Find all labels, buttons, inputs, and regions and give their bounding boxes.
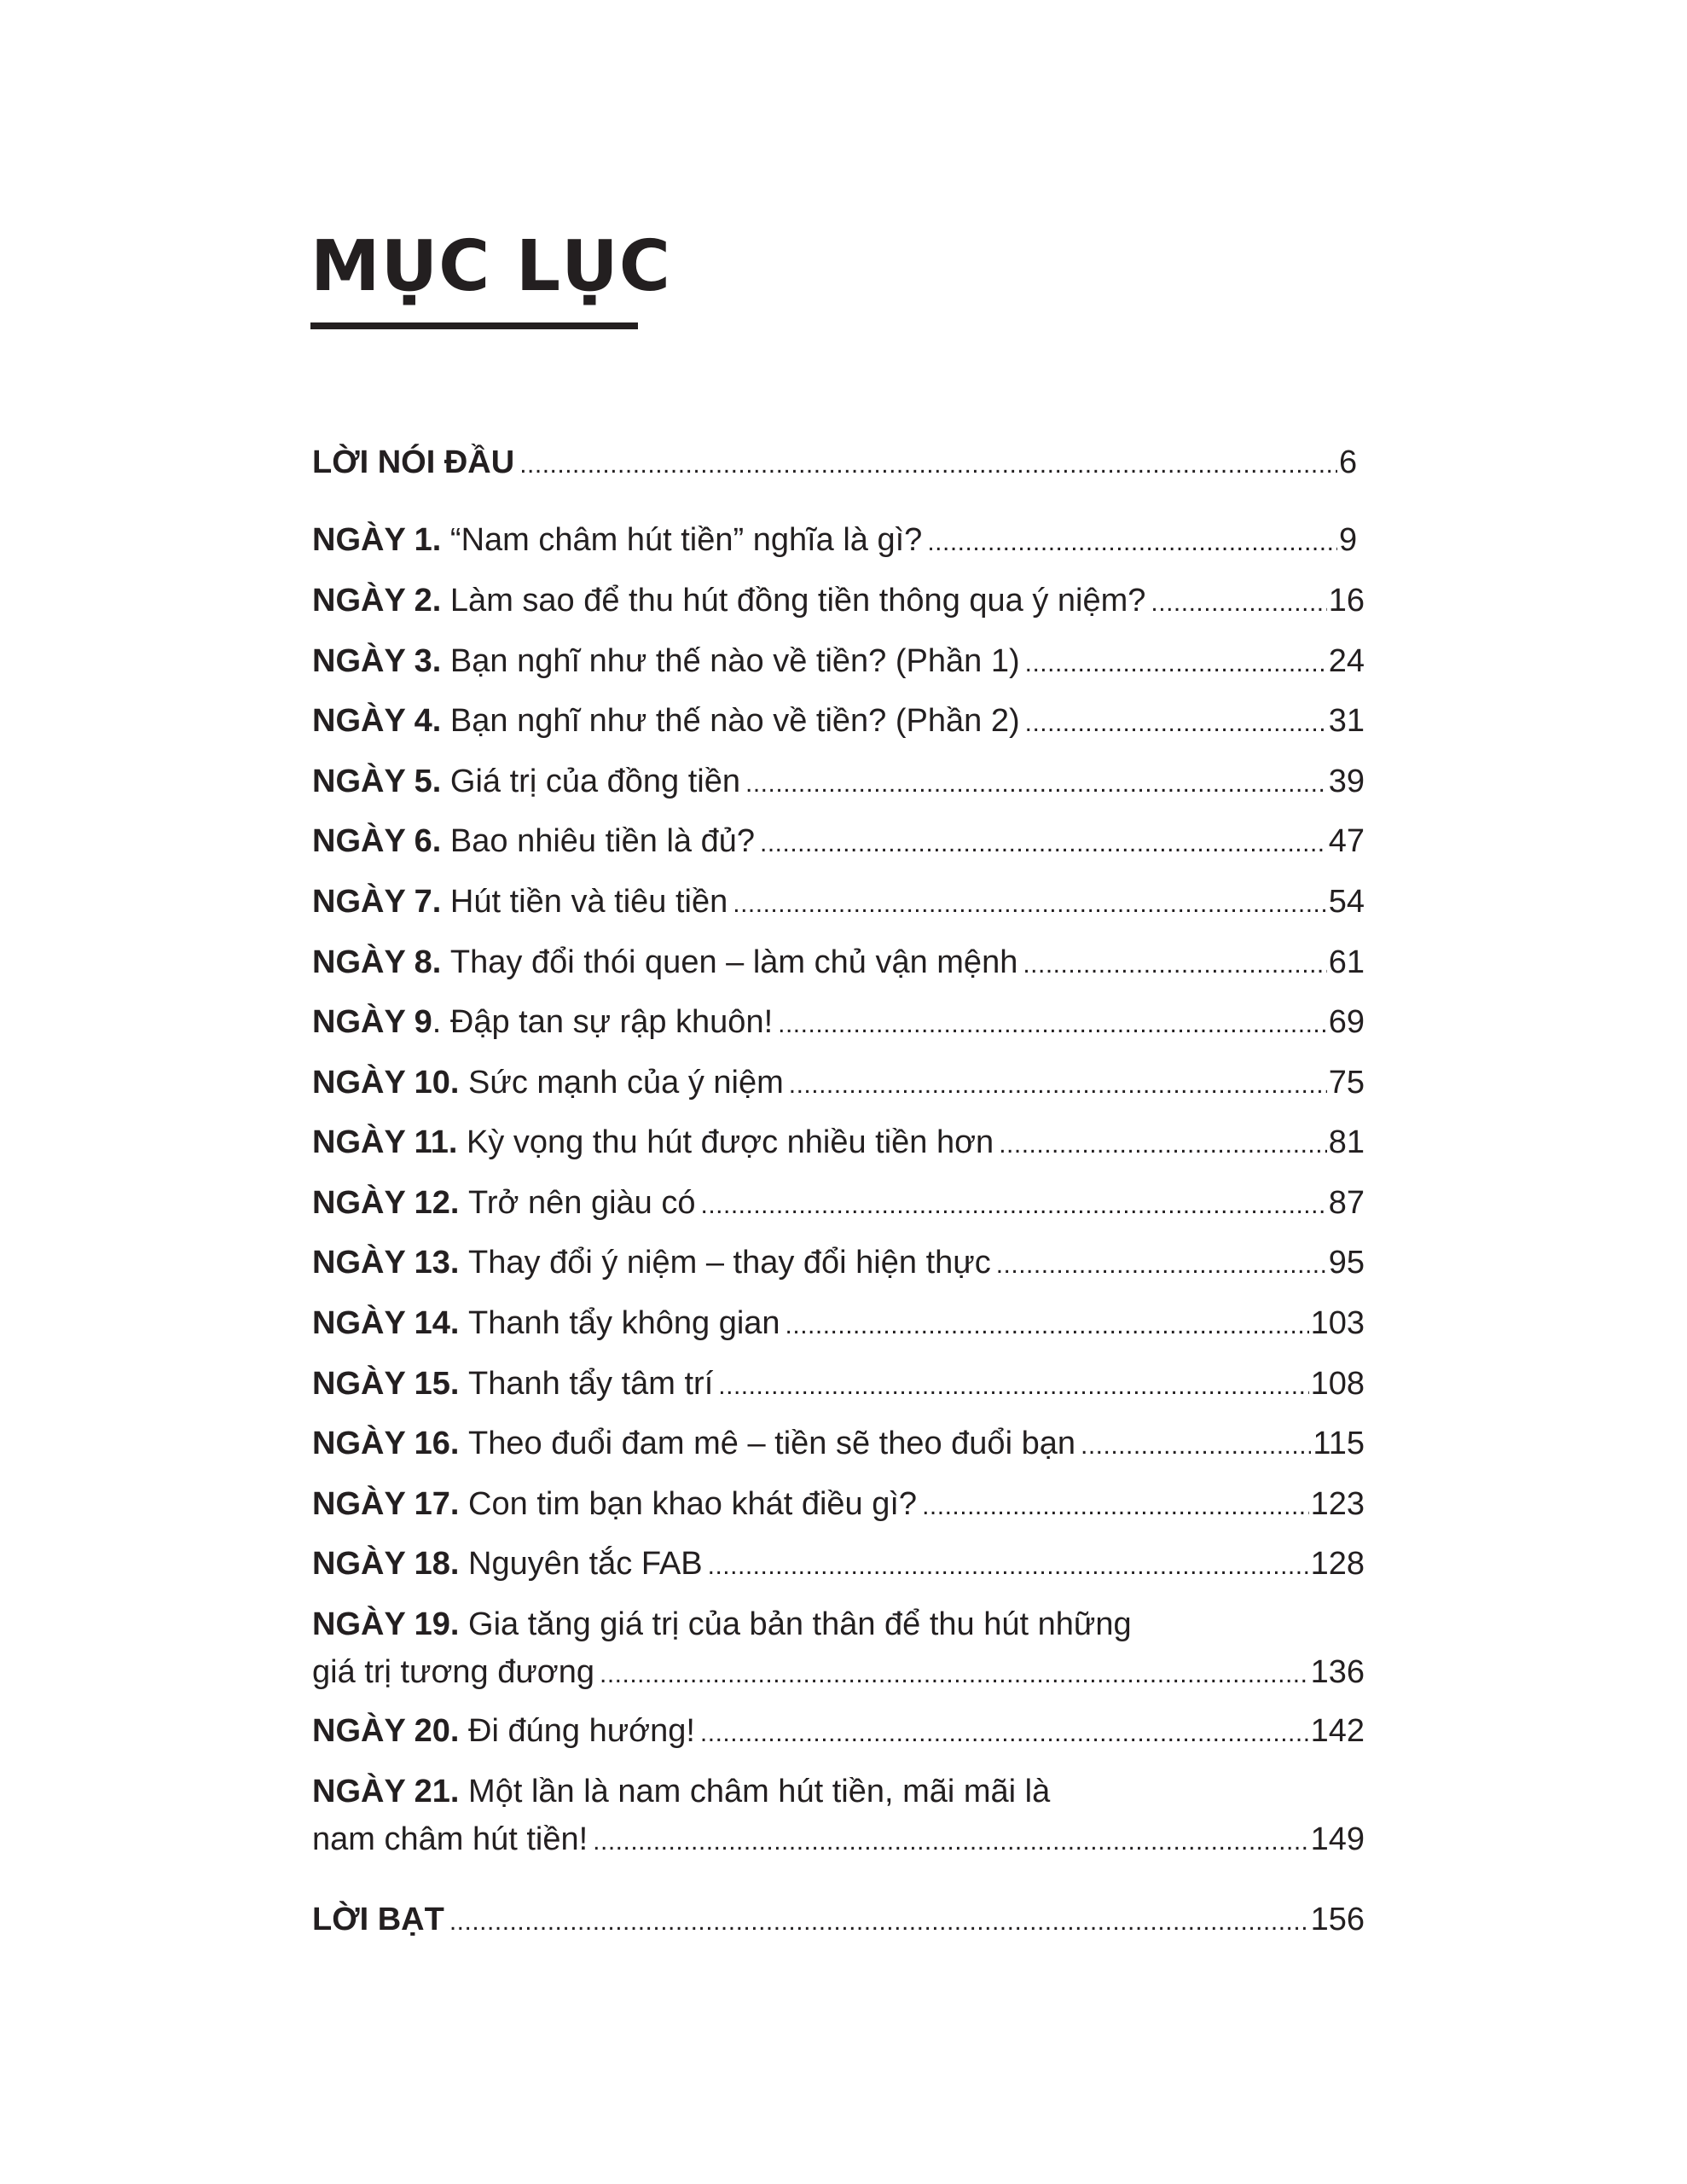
toc-page-number: 47 bbox=[1328, 823, 1365, 859]
toc-entry-title: Giá trị của đồng tiền bbox=[449, 764, 741, 799]
toc-entry-label: NGÀY 17. bbox=[312, 1486, 460, 1522]
toc-page-number: 16 bbox=[1328, 583, 1365, 619]
toc-entry-day-10[interactable] bbox=[312, 1059, 1365, 1109]
toc-entry-label: NGÀY 9 bbox=[312, 1004, 432, 1040]
toc-entry-day-16[interactable] bbox=[312, 1420, 1365, 1470]
dot-leader bbox=[789, 1061, 1327, 1109]
toc-entry-title: Theo đuổi đam mê – tiền sẽ theo đuổi bạn bbox=[468, 1426, 1075, 1461]
toc-entry-day-21[interactable] bbox=[312, 1768, 1365, 1866]
toc-entry-label: NGÀY 14. bbox=[312, 1305, 460, 1341]
toc-entry-label: NGÀY 11. bbox=[312, 1124, 458, 1160]
dot-leader bbox=[593, 1818, 1308, 1866]
toc-entry-day-6[interactable] bbox=[312, 817, 1365, 868]
toc-entry-title: Thanh tẩy không gian bbox=[468, 1305, 780, 1341]
dot-leader bbox=[519, 441, 1337, 489]
toc-page-number: 31 bbox=[1328, 703, 1365, 739]
dot-leader bbox=[786, 1302, 1309, 1350]
dot-leader bbox=[1081, 1422, 1311, 1470]
toc-page-number: 108 bbox=[1310, 1366, 1365, 1402]
toc-entry-label: NGÀY 19. bbox=[312, 1606, 460, 1642]
toc-entry-title: Hút tiền và tiêu tiền bbox=[449, 884, 728, 920]
toc-entry-title: Trở nên giàu có bbox=[468, 1185, 696, 1221]
dot-leader bbox=[999, 1121, 1327, 1169]
toc-entry-label: NGÀY 18. bbox=[312, 1546, 460, 1582]
dot-leader bbox=[718, 1362, 1308, 1410]
toc-entry-label: NGÀY 5. bbox=[312, 764, 442, 799]
toc-entry-label: NGÀY 15. bbox=[312, 1366, 460, 1402]
dot-leader bbox=[927, 519, 1337, 566]
toc-entry-day-12[interactable] bbox=[312, 1179, 1365, 1229]
toc-entry-title: Bạn nghĩ như thế nào về tiền? (Phần 2) bbox=[449, 703, 1020, 739]
toc-entry-day-7[interactable] bbox=[312, 878, 1365, 928]
toc-entry-day-15[interactable] bbox=[312, 1360, 1365, 1410]
toc-entry-day-4[interactable] bbox=[312, 697, 1365, 747]
title-block bbox=[310, 226, 671, 329]
toc-entry-afterword[interactable] bbox=[312, 1896, 1365, 1946]
toc-entry-title: Làm sao để thu hút đồng tiền thông qua ý niệm? bbox=[449, 583, 1146, 619]
toc-entry-title: Thay đổi ý niệm – thay đổi hiện thực bbox=[468, 1245, 991, 1281]
toc-page-number: 156 bbox=[1310, 1902, 1365, 1937]
toc-entry-label: NGÀY 10. bbox=[312, 1065, 460, 1101]
dot-leader bbox=[745, 760, 1327, 808]
toc-entry-day-17[interactable] bbox=[312, 1480, 1365, 1531]
toc-entry-label: NGÀY 16. bbox=[312, 1426, 460, 1461]
toc-page-number: 115 bbox=[1313, 1426, 1365, 1461]
toc-page-number: 61 bbox=[1328, 944, 1365, 980]
dot-leader bbox=[996, 1241, 1327, 1289]
dot-leader bbox=[760, 820, 1327, 868]
toc-entry-title: Thay đổi thói quen – làm chủ vận mệnh bbox=[449, 944, 1018, 980]
toc-entry-label: NGÀY 4. bbox=[312, 703, 442, 739]
toc-entry-title: Con tim bạn khao khát điều gì? bbox=[468, 1486, 918, 1522]
toc-page-number: 39 bbox=[1328, 764, 1365, 799]
dot-leader bbox=[778, 1001, 1327, 1048]
toc-entry-day-1[interactable] bbox=[312, 516, 1365, 566]
toc-entry-day-2[interactable] bbox=[312, 577, 1365, 627]
toc-entry-title: Đi đúng hướng! bbox=[468, 1713, 695, 1749]
toc-page-number: 81 bbox=[1328, 1124, 1365, 1160]
dot-leader bbox=[708, 1542, 1309, 1590]
toc-entry-label: NGÀY 8. bbox=[312, 944, 442, 980]
toc-entry-label: NGÀY 20. bbox=[312, 1713, 460, 1749]
toc-entry-label: NGÀY 2. bbox=[312, 583, 442, 619]
toc-entry-label: NGÀY 21. bbox=[312, 1774, 460, 1809]
toc-entry-title: . Đập tan sự rập khuôn! bbox=[432, 1004, 774, 1040]
toc-entry-label: NGÀY 13. bbox=[312, 1245, 460, 1281]
toc-page-number: 95 bbox=[1328, 1245, 1365, 1281]
toc-entry-title: Gia tăng giá trị của bản thân để thu hút những bbox=[468, 1606, 1132, 1642]
toc-entry-title: Bao nhiêu tiền là đủ? bbox=[449, 823, 755, 859]
toc-entry-label: NGÀY 7. bbox=[312, 884, 442, 920]
toc-page-number: 6 bbox=[1339, 444, 1358, 480]
toc-entry-label: LỜI BẠT bbox=[312, 1902, 444, 1937]
toc-page-number: 9 bbox=[1339, 522, 1358, 558]
toc-entry-day-20[interactable] bbox=[312, 1707, 1365, 1757]
dot-leader bbox=[922, 1483, 1309, 1531]
dot-leader bbox=[733, 880, 1326, 928]
toc-entry-title-continued: giá trị tương đương bbox=[312, 1654, 594, 1690]
toc-entry-title: Bạn nghĩ như thế nào về tiền? (Phần 1) bbox=[449, 643, 1020, 679]
dot-leader bbox=[449, 1898, 1309, 1946]
toc-entry-label: NGÀY 6. bbox=[312, 823, 442, 859]
toc-page-number: 142 bbox=[1310, 1713, 1365, 1749]
toc-entry-title: Nguyên tắc FAB bbox=[468, 1546, 703, 1582]
toc-page-number: 24 bbox=[1328, 643, 1365, 679]
toc-entry-label: NGÀY 12. bbox=[312, 1185, 460, 1221]
toc-page-number: 87 bbox=[1328, 1185, 1365, 1221]
toc-entry-day-9[interactable] bbox=[312, 998, 1365, 1048]
toc-entry-label: NGÀY 1. bbox=[312, 522, 442, 558]
toc-entry-day-11[interactable] bbox=[312, 1118, 1365, 1169]
toc-entry-day-14[interactable] bbox=[312, 1299, 1365, 1350]
dot-leader bbox=[700, 1710, 1309, 1757]
toc-page-number: 136 bbox=[1310, 1654, 1365, 1690]
toc-entry-foreword[interactable] bbox=[312, 439, 1365, 489]
toc-page-number: 69 bbox=[1328, 1004, 1365, 1040]
toc-entry-title: Một lần là nam châm hút tiền, mãi mãi là bbox=[468, 1774, 1051, 1809]
toc-entry-day-3[interactable] bbox=[312, 637, 1365, 688]
toc-entry-title-continued: nam châm hút tiền! bbox=[312, 1821, 588, 1857]
toc-entry-day-19[interactable] bbox=[312, 1600, 1365, 1699]
toc-entry-day-13[interactable] bbox=[312, 1239, 1365, 1289]
toc-page-number: 149 bbox=[1310, 1821, 1365, 1857]
toc-entry-title: Sức mạnh của ý niệm bbox=[468, 1065, 784, 1101]
toc-entry-day-5[interactable] bbox=[312, 758, 1365, 808]
page-title: MỤC LỤC bbox=[310, 226, 671, 307]
toc-entry-title: “Nam châm hút tiền” nghĩa là gì? bbox=[449, 522, 923, 558]
dot-leader bbox=[1151, 579, 1326, 627]
toc-entry-day-8[interactable] bbox=[312, 938, 1365, 989]
toc-page-number: 54 bbox=[1328, 884, 1365, 920]
toc-entry-title: Kỳ vọng thu hút được nhiều tiền hơn bbox=[466, 1124, 994, 1160]
toc-entry-label: LỜI NÓI ĐẦU bbox=[312, 444, 515, 480]
toc-entry-day-18[interactable] bbox=[312, 1540, 1365, 1590]
toc-page-number: 128 bbox=[1310, 1546, 1365, 1582]
toc-page-number: 123 bbox=[1310, 1486, 1365, 1522]
toc-entry-label: NGÀY 3. bbox=[312, 643, 442, 679]
toc-page-number: 75 bbox=[1328, 1065, 1365, 1101]
dot-leader bbox=[600, 1651, 1309, 1699]
title-underline bbox=[310, 322, 638, 329]
toc-entry-title: Thanh tẩy tâm trí bbox=[468, 1366, 714, 1402]
dot-leader bbox=[1025, 640, 1327, 688]
dot-leader bbox=[1025, 700, 1327, 747]
dot-leader bbox=[1023, 941, 1326, 989]
dot-leader bbox=[700, 1182, 1326, 1229]
toc-page-number: 103 bbox=[1310, 1305, 1365, 1341]
